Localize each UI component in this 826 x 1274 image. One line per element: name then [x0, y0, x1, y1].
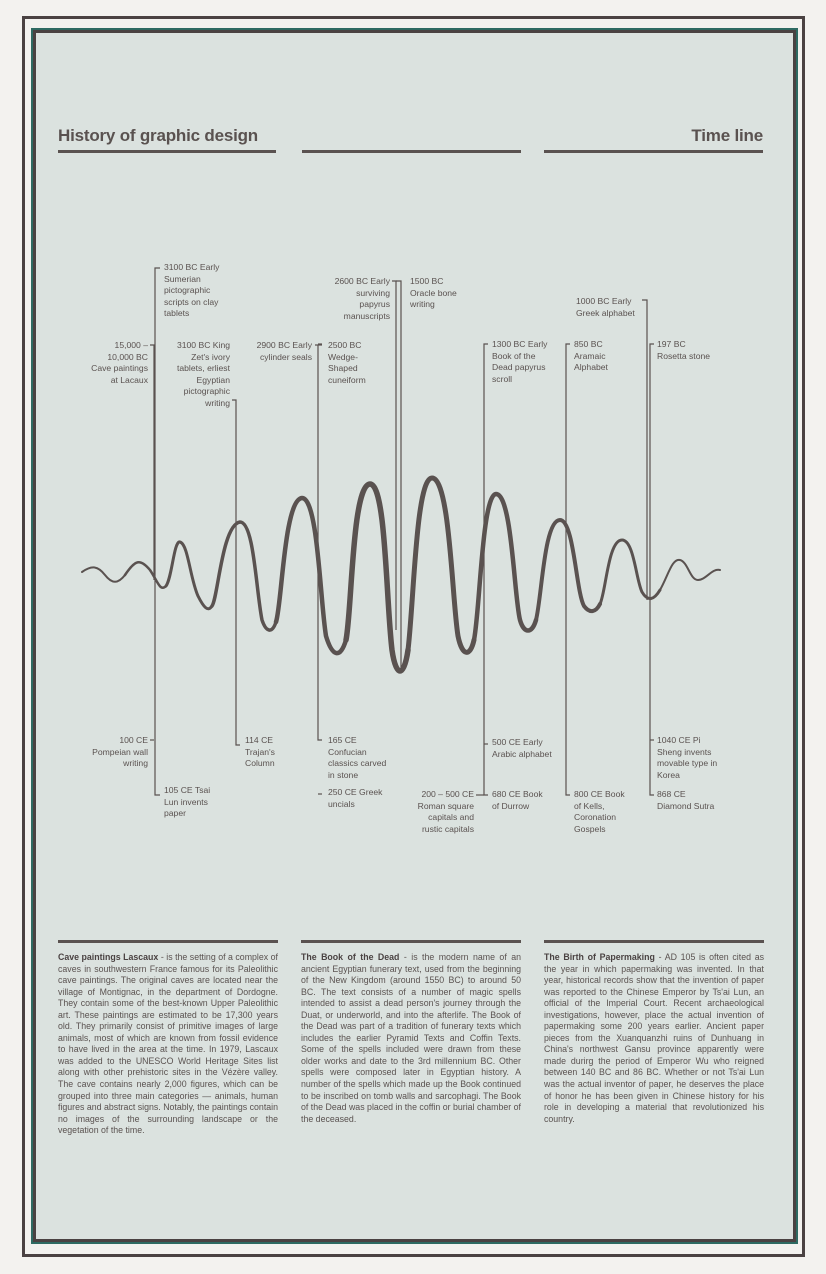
event-cuneiform: 2500 BC Wedge- Shaped cuneiform [328, 340, 366, 385]
event-trajan: 114 CE Trajan's Column [245, 735, 275, 768]
event-diamond-sutra: 868 CE Diamond Sutra [657, 789, 715, 811]
article-rule-1 [58, 940, 278, 943]
article-heading: The Birth of Papermaking [544, 952, 655, 962]
timeline-title: Time line [691, 126, 763, 145]
event-lascaux: 15,000 – 10,000 BC Cave paintings at Lacaux [91, 340, 148, 385]
event-zet: 3100 BC King Zet's ivory tablets, erliest Egyptian pictographic writing [176, 340, 230, 408]
article-papermaking [544, 952, 764, 1125]
event-sumerian: 3100 BC Early Sumerian pictographic scripts on clay tablets [164, 262, 220, 318]
event-confucian: 165 CE Confucian classics carved in stone [328, 735, 387, 780]
event-uncials: 250 CE Greek uncials [328, 787, 383, 809]
event-oracle: 1500 BC Oracle bone writing [410, 276, 457, 309]
event-kells: 800 CE Book of Kells, Coronation Gospels [574, 789, 625, 834]
event-roman-capitals: 200 – 500 CE Roman square capitals and rustic capitals [417, 789, 474, 834]
article-rule-3 [544, 940, 764, 943]
event-tsai-lun: 105 CE Tsai Lun invents paper [164, 785, 211, 818]
event-rosetta: 197 BC Rosetta stone [657, 339, 711, 361]
article-heading: Cave paintings Lascaux [58, 952, 159, 962]
event-book-of-dead: 1300 BC Early Book of the Dead papyrus scroll [492, 339, 548, 384]
event-pi-sheng: 1040 CE Pi Sheng invents movable type in Korea [657, 735, 718, 780]
event-pompeii: 100 CE Pompeian wall writing [92, 735, 148, 768]
event-papyrus: 2600 BC Early surviving papyrus manuscripts [334, 276, 390, 321]
page-title: History of graphic design [58, 126, 258, 145]
event-cylinder: 2900 BC Early cylinder seals [256, 340, 312, 362]
event-arabic: 500 CE Early Arabic alphabet [492, 737, 552, 759]
article-lascaux [58, 952, 278, 1137]
event-durrow: 680 CE Book of Durrow [492, 789, 543, 811]
article-heading: The Book of the Dead [301, 952, 400, 962]
event-aramaic: 850 BC Aramaic Alphabet [574, 339, 608, 372]
article-body: - AD 105 is often cited as the year in which papermaking was invented. In that year, historical records show that the invention of paper was reported to the Chinese Emperor by Ts'ai Lun, an official of the Imperial Court. Recent archaeological investigations, however, place the actual invention of papermaking some 200 years earlier. Ancient paper pieces from the Xuanquanzhi ruins of Dunhuang in China's northwest Gansu province apparently were made durirg the period of Emperor Wu who reigned between 140 BC and 86 BC. Whether or not Ts'ai Lun was the actual inventor of paper, he deserves the place of honor he has been given in Chinese history for his role in developing a material that revolutionized his country. [544, 952, 764, 1124]
article-body: - is the modern name of an ancient Egyptian funerary text, used from the beginning of the New Kingdom (around 1550 BC) to around 50 BC. The text consists of a number of magic spells intended to assist a dead person's journey through the Duat, or underworld, and into the afterlife. The Book of the Dead was part of a tradition of funerary texts which includes the earlier Pyramid Texts and Coffin Texts. Some of the spells included were drawn from these older works and date to the 3rd millennium BC. Other spells were composed later in Egyptian history. A number of the spells which made up the Book continued to be inscribed on tomb walls and sarcophagi. The Book of the Dead was placed in the coffin or burial chamber of the deceased. [301, 952, 521, 1124]
event-greek: 1000 BC Early Greek alphabet [576, 296, 635, 318]
article-body: - is the setting of a complex of caves in southwestern France famous for its Paleolithic cave paintings. The original caves are located near the village of Montignac, in the department of Dordogne. They contain some of the best-known Upper Paleolithic art. These paintings are estimated to be 17,300 years old. They primarily consist of primitive images of large animals, most of which are known from fossil evidence to have lived in the area at the time. In 1979, Lascaux was added to the UNESCO World Heritage Sites list along with other prehistoric sites in the Vézère valley. The cave contains nearly 2,000 figures, which can be grouped into three main categories — animals, human figures and abstract signs. Notably, the paintings contain no images of the surrounding landscape or the vegetation of the time. [58, 952, 278, 1136]
article-book-of-dead [301, 952, 521, 1125]
article-rule-2 [301, 940, 521, 943]
